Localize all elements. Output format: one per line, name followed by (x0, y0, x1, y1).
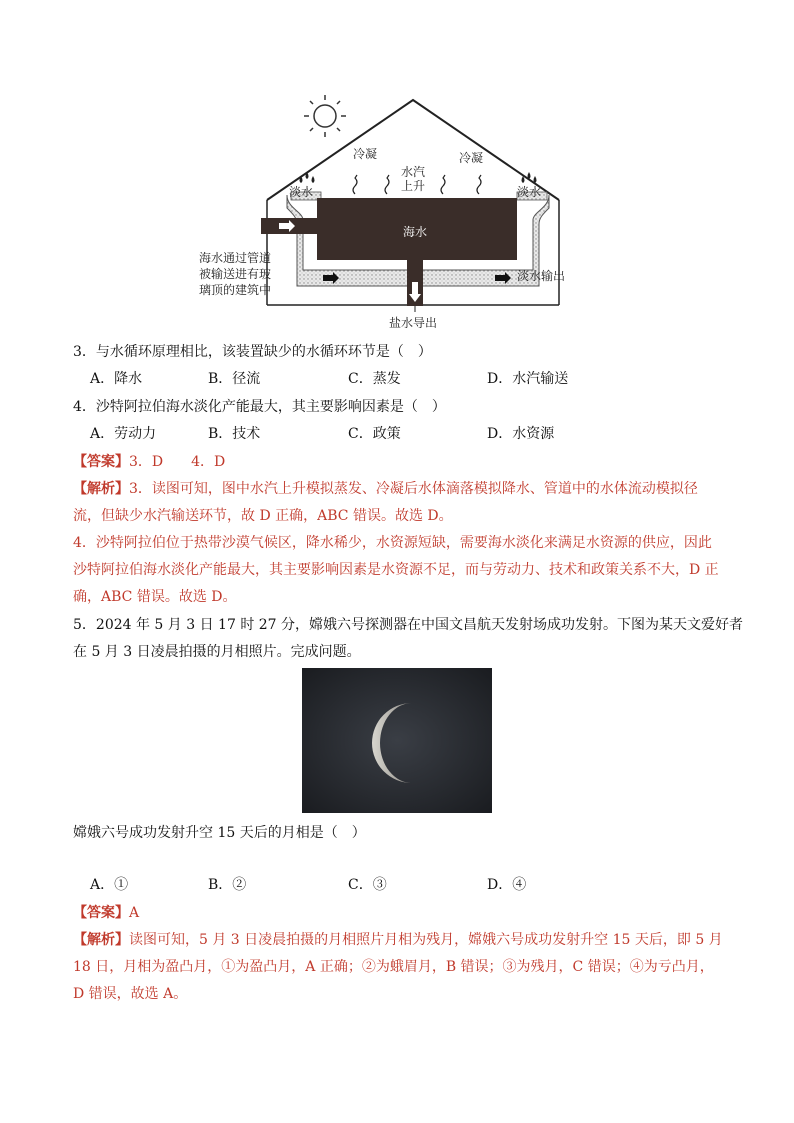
label-inlet-2: 被输送进有玻 (199, 267, 272, 281)
label-condense-left: 冷凝 (353, 147, 378, 161)
q3-option-c: C．蒸发 (348, 371, 401, 387)
label-condense-right: 冷凝 (459, 151, 484, 165)
label-fresh-out: 淡水输出 (517, 269, 566, 283)
question-5-intro: 在 5 月 3 日凌晨拍摄的月相照片。完成问题。 (73, 644, 361, 660)
answer-tag: 【答案】 (73, 905, 129, 921)
q3-option-a: A．降水 (90, 371, 143, 387)
label-vapor-2: 上升 (401, 179, 426, 193)
q5-option-a: A．① (90, 877, 129, 893)
sun-icon (304, 95, 346, 137)
question-4-stem: 4．沙特阿拉伯海水淡化产能最大，其主要影响因素是（ ） (73, 399, 446, 415)
answer-text: 3．D 4．D (129, 454, 226, 470)
analysis-line: 18 日，月相为盈凸月，①为盈凸月，A 正确；②为蛾眉月，B 错误；③为残月，C 错误；④为亏凸月， (73, 959, 714, 975)
q5-option-b: B．② (208, 877, 247, 893)
analysis-line: 流，但缺少水汽输送环节，故 D 正确，ABC 错误。故选 D。 (73, 508, 453, 524)
analysis-text: 3．读图可知，图中水汽上升模拟蒸发、冷凝后水体滴落模拟降水、管道中的水体流动模拟径 (129, 481, 698, 497)
q4-option-a: A．劳动力 (90, 426, 157, 442)
label-inlet-1: 海水通过管道 (199, 251, 272, 265)
answer-block-1 (73, 451, 225, 471)
label-fresh-left: 淡水 (289, 185, 314, 199)
analysis-line: D 错误，故选 A。 (73, 986, 188, 1002)
analysis-line (73, 478, 698, 498)
analysis-line: 确，ABC 错误。故选 D。 (73, 589, 237, 605)
q3-option-b: B．径流 (208, 371, 261, 387)
answer-tag: 【答案】 (73, 454, 129, 470)
question-5-intro: 5．2024 年 5 月 3 日 17 时 27 分，嫦娥六号探测器在中国文昌航天发射场成功发射。下图为某天文爱好者 (73, 617, 744, 633)
label-inlet-3: 璃顶的建筑中 (199, 283, 272, 297)
analysis-text: 读图可知，5 月 3 日凌晨拍摄的月相照片月相为残月，嫦娥六号成功发射升空 15 天后，即 5 月 (129, 932, 723, 948)
analysis-line (73, 929, 723, 949)
q4-option-c: C．政策 (348, 426, 401, 442)
q5-option-c: C．③ (348, 877, 387, 893)
answer-text: A (129, 905, 140, 921)
question-3-stem: 3．与水循环原理相比，该装置缺少的水循环环节是（ ） (73, 344, 432, 360)
q4-option-d: D．水资源 (487, 426, 555, 442)
label-seawater: 海水 (403, 225, 428, 239)
label-vapor-1: 水汽 (401, 165, 426, 179)
answer-block-2 (73, 902, 139, 922)
analysis-tag: 【解析】 (73, 932, 129, 948)
q5-option-d: D．④ (487, 877, 527, 893)
analysis-line: 沙特阿拉伯海水淡化产能最大，其主要影响因素是水资源不足，而与劳动力、技术和政策关系不大，D 正 (73, 562, 719, 578)
q3-option-d: D．水汽输送 (487, 371, 569, 387)
q4-option-b: B．技术 (208, 426, 261, 442)
desalination-diagram (195, 90, 595, 335)
label-fresh-right: 淡水 (517, 185, 542, 199)
analysis-tag: 【解析】 (73, 481, 129, 497)
question-5-stem: 嫦娥六号成功发射升空 15 天后的月相是（ ） (73, 825, 366, 841)
label-brine-out: 盐水导出 (389, 316, 438, 330)
moon-photo (302, 668, 492, 813)
analysis-line: 4．沙特阿拉伯位于热带沙漠气候区，降水稀少，水资源短缺，需要海水淡化来满足水资源的供应，因此 (73, 535, 712, 551)
